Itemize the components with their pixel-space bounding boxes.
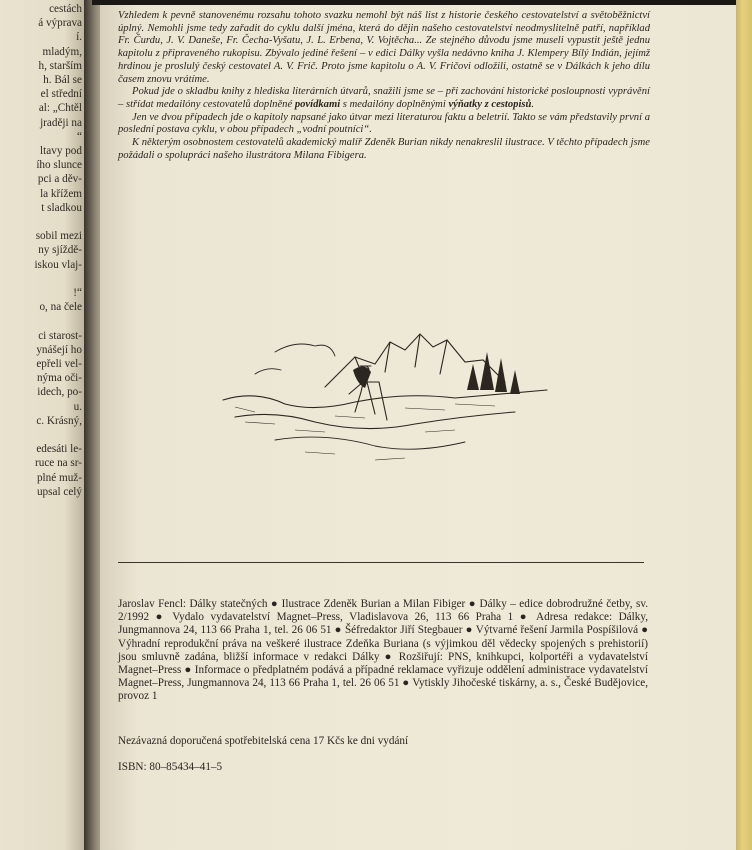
isbn: ISBN: 80–85434–41–5 (118, 761, 223, 773)
left-page-line: el střední (40, 88, 82, 101)
left-page-line: epřeli vel- (36, 358, 82, 370)
left-page-line: ci starost- (38, 329, 82, 342)
afterword-paragraph-1: Vzhledem k pevně stanovenému rozsahu tohoto svazku nemohl být náš list z historie českého cestovatelství a světoběžnictví úplný. Nemohli jsme tedy zařadit do cyklu další jména, která do dějin našeho cestovatelství neodmyslitelně patří, například Fr. Čurdu, J. V. Daneše, Fr. Čecha-Vyšatu, J. L. Erbena, V. Vojtěcha... Ze stejného důvodu jsme museli vypustit ještě jednu kapitolu z připraveného rukopisu. Zbývalo jediné řešení – v edici Dálky vyšla nedávno kniha J. Klempery Bílý Indián, jejímž hrdinou je proslulý český cestovatel A. V. Frič. Proto jsme kapitolu o A. V. Fričovi odložili, ostatně se v Dálkách k jeho dílu časem znovu vrátíme. (118, 10, 650, 85)
left-page-line: plné muž- (36, 471, 82, 484)
left-page-line: pci a děv- (37, 173, 82, 186)
left-page-line: á výprava (38, 17, 82, 30)
left-page-line: ího slunce (36, 159, 82, 172)
left-page-line: í. (76, 31, 82, 44)
left-page-line: t sladkou (41, 201, 82, 214)
left-page-line: ltavy pod (40, 145, 82, 157)
left-page-line: ruce na sr- (35, 457, 82, 470)
price-note: Nezávazná doporučená spotřebitelská cena 17 Kčs ke dni vydání (118, 735, 409, 747)
left-page (0, 0, 92, 850)
left-page-line: h. Bál se (43, 74, 82, 86)
left-page-line: la křížem (40, 187, 82, 200)
colophon-text: Jaroslav Fencl: Dálky statečných ● Ilustrace Zdeněk Burian a Milan Fibiger ● Dálky – edice dobrodružné četby, sv. 2/1992 ● Vydalo vydavatelství Magnet–Press, Vladislavova 26, 113 66 Praha 1 ● Adresa redakce: Dálky, Jungmannova 24, 113 66 Praha 1, tel. 26 06 51 ● Šéfredaktor Jiří Stegbauer ● Výtvarné řešení Jarmila Pospíšilová ● Výhradní reprodukční práva na veškeré ilustrace Zdeňka Buriana (s výjimkou děl vědecky spojených s prehistorií) jsou smluvně zadána, bližší informace v redakci Dálky ● Rozšiřují: PNS, knihkupci, kolportéři a vydavatelství Magnet–Press ● Informace o předplatném podává a případné reklamace vyřizuje oddělení administrace vydavatelství Magnet–Press, Jungmannova 24, 113 66 Praha 1, tel. 26 06 51 ● Vytiskly Jihočeské tiskárny, a. s., České Budějovice, provoz 1 (118, 598, 648, 703)
left-page-line: ynášejí ho (36, 343, 82, 356)
left-page-line: o, na čele (39, 301, 82, 314)
afterword-paragraph-3: Jen ve dvou případech jde o kapitoly napsané jako útvar mezi literaturou faktu a beletrií. Takto se vám představily první a poslední postava cyklu, v obou případech „vodní poutníci“. (118, 111, 650, 136)
page-edge (736, 0, 752, 850)
left-page-line: !“ (73, 287, 82, 299)
left-page-line: sobil mezi (35, 230, 82, 243)
left-page-line: mladým, (42, 45, 82, 58)
left-page-line: edesáti le- (36, 443, 82, 456)
left-page-line: h, starším (38, 59, 82, 72)
left-page-line: u. (73, 400, 82, 413)
left-page-line: upsal celý (36, 485, 82, 498)
left-page-line: nýma oči- (36, 372, 82, 385)
left-page-line: “ (77, 130, 82, 143)
afterword-paragraph-2: Pokud jde o skladbu knihy z hlediska literárních útvarů, snažili jsme se – při zachování historické posloupnosti vyprávění – střídat medailóny cestovatelů doplněné povídkami s medailóny doplněnými výňatky z cestopisů. (118, 86, 650, 110)
mountain-traveler-sketch-icon (215, 312, 555, 472)
afterword-paragraph-4: K některým osobnostem cestovatelů akademický malíř Zdeněk Burian nikdy nenakreslil ilustrace. V těchto případech jsme požádali o spolupráci našeho ilustrátora Milana Fibigera. (118, 137, 650, 161)
left-page-line: al: „Chtěl (38, 102, 82, 115)
left-page-line: iskou vlaj- (34, 258, 82, 271)
left-page-line: ny sjíždě- (38, 244, 82, 257)
left-page-line: cestách (49, 3, 82, 15)
left-page-line: idech, po- (37, 386, 82, 399)
imprint-divider (118, 562, 644, 563)
afterword-text (118, 10, 650, 162)
top-shadow (92, 0, 736, 5)
left-page-line: c. Krásný, (36, 414, 82, 427)
left-page-line: jraději na (40, 116, 82, 129)
